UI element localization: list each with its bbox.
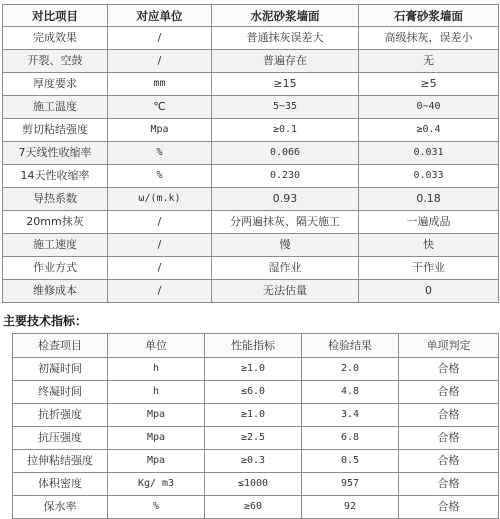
row-label: 开裂、空鼓 xyxy=(3,50,108,73)
spec-heading: 主要技术指标： xyxy=(3,314,88,328)
row-unit: / xyxy=(108,257,212,280)
row-label: 14天性收缩率 xyxy=(3,165,108,188)
table-row xyxy=(3,50,499,73)
table-row xyxy=(3,257,499,280)
row-label: 20mm抹灰 xyxy=(3,211,108,234)
row-label: 完成效果 xyxy=(3,27,108,50)
table-row xyxy=(3,142,499,165)
row-unit: Kg/ m3 xyxy=(108,473,205,496)
row-unit: Mpa xyxy=(108,119,212,142)
cement-value: ≥0.1 xyxy=(212,119,359,142)
table-row xyxy=(3,27,499,50)
row-unit: / xyxy=(108,211,212,234)
gypsum-value: 干作业 xyxy=(359,257,499,280)
performance-value: ≥1.0 xyxy=(205,358,302,381)
result-value: 3.4 xyxy=(302,404,399,427)
verdict-value: 合格 xyxy=(399,496,499,519)
cement-value: 湿作业 xyxy=(212,257,359,280)
row-unit: / xyxy=(108,234,212,257)
row-label: 剪切粘结强度 xyxy=(3,119,108,142)
header-check-item: 检查项目 xyxy=(13,334,108,358)
spec-header-row xyxy=(13,334,499,358)
header-gypsum-mortar: 石膏砂浆墙面 xyxy=(359,5,499,27)
row-label: 厚度要求 xyxy=(3,73,108,96)
gypsum-value: 0.033 xyxy=(359,165,499,188)
cement-value: 普通抹灰误差大 xyxy=(212,27,359,50)
verdict-value: 合格 xyxy=(399,427,499,450)
gypsum-value: ≥0.4 xyxy=(359,119,499,142)
row-label: 施工温度 xyxy=(3,96,108,119)
cement-value: 普遍存在 xyxy=(212,50,359,73)
table-row xyxy=(13,473,499,496)
result-value: 92 xyxy=(302,496,399,519)
row-unit: Mpa xyxy=(108,450,205,473)
row-unit: / xyxy=(108,27,212,50)
performance-value: ≥1.0 xyxy=(205,404,302,427)
table-row xyxy=(3,119,499,142)
gypsum-value: 一遍成品 xyxy=(359,211,499,234)
gypsum-value: 0.031 xyxy=(359,142,499,165)
row-unit: % xyxy=(108,496,205,519)
performance-value: ≤1000 xyxy=(205,473,302,496)
cement-value: 0.230 xyxy=(212,165,359,188)
verdict-value: 合格 xyxy=(399,450,499,473)
result-value: 0.5 xyxy=(302,450,399,473)
cement-value: 5~35 xyxy=(212,96,359,119)
table-row xyxy=(13,404,499,427)
table-row xyxy=(3,234,499,257)
row-unit: ℃ xyxy=(108,96,212,119)
result-value: 4.8 xyxy=(302,381,399,404)
row-label: 7天线性收缩率 xyxy=(3,142,108,165)
row-label: 体积密度 xyxy=(13,473,108,496)
table-row xyxy=(13,427,499,450)
row-label: 拉伸粘结强度 xyxy=(13,450,108,473)
row-label: 维修成本 xyxy=(3,280,108,303)
header-item: 对比项目 xyxy=(3,5,108,27)
verdict-value: 合格 xyxy=(399,473,499,496)
table-row xyxy=(13,358,499,381)
header-performance: 性能指标 xyxy=(205,334,302,358)
row-label: 施工速度 xyxy=(3,234,108,257)
header-unit: 对应单位 xyxy=(108,5,212,27)
result-value: 2.0 xyxy=(302,358,399,381)
table-row xyxy=(3,96,499,119)
verdict-value: 合格 xyxy=(399,381,499,404)
gypsum-value: 高级抹灰，误差小 xyxy=(359,27,499,50)
cement-value: ≥15 xyxy=(212,73,359,96)
spec-table xyxy=(12,333,499,519)
row-unit: Mpa xyxy=(108,404,205,427)
table-row xyxy=(3,188,499,211)
table-row xyxy=(3,165,499,188)
table-row xyxy=(3,73,499,96)
row-unit: h xyxy=(108,358,205,381)
verdict-value: 合格 xyxy=(399,404,499,427)
cement-value: 分两遍抹灰、隔天施工 xyxy=(212,211,359,234)
cement-value: 0.93 xyxy=(212,188,359,211)
comparison-header-row xyxy=(3,5,499,27)
row-unit: / xyxy=(108,50,212,73)
row-label: 初凝时间 xyxy=(13,358,108,381)
table-row xyxy=(3,280,499,303)
header-verdict: 单项判定 xyxy=(399,334,499,358)
verdict-value: 合格 xyxy=(399,358,499,381)
header-unit: 单位 xyxy=(108,334,205,358)
gypsum-value: 快 xyxy=(359,234,499,257)
row-label: 保水率 xyxy=(13,496,108,519)
cement-value: 0.066 xyxy=(212,142,359,165)
table-row xyxy=(13,496,499,519)
performance-value: ≤6.0 xyxy=(205,381,302,404)
row-label: 抗折强度 xyxy=(13,404,108,427)
performance-value: ≥0.3 xyxy=(205,450,302,473)
cement-value: 无法估量 xyxy=(212,280,359,303)
row-unit: % xyxy=(108,165,212,188)
table-row xyxy=(3,211,499,234)
row-label: 抗压强度 xyxy=(13,427,108,450)
performance-value: ≥60 xyxy=(205,496,302,519)
gypsum-value: 无 xyxy=(359,50,499,73)
row-label: 导热系数 xyxy=(3,188,108,211)
performance-value: ≥2.5 xyxy=(205,427,302,450)
gypsum-value: ≥5 xyxy=(359,73,499,96)
row-unit: / xyxy=(108,280,212,303)
row-unit: ω/(m.k) xyxy=(108,188,212,211)
header-cement-mortar: 水泥砂浆墙面 xyxy=(212,5,359,27)
cement-value: 慢 xyxy=(212,234,359,257)
row-unit: Mpa xyxy=(108,427,205,450)
comparison-table xyxy=(2,4,499,303)
gypsum-value: 0~40 xyxy=(359,96,499,119)
table-row xyxy=(13,381,499,404)
row-unit: % xyxy=(108,142,212,165)
row-label: 终凝时间 xyxy=(13,381,108,404)
gypsum-value: 0 xyxy=(359,280,499,303)
header-result: 检验结果 xyxy=(302,334,399,358)
result-value: 957 xyxy=(302,473,399,496)
table-row xyxy=(13,450,499,473)
row-label: 作业方式 xyxy=(3,257,108,280)
row-unit: mm xyxy=(108,73,212,96)
gypsum-value: 0.18 xyxy=(359,188,499,211)
row-unit: h xyxy=(108,381,205,404)
result-value: 6.8 xyxy=(302,427,399,450)
